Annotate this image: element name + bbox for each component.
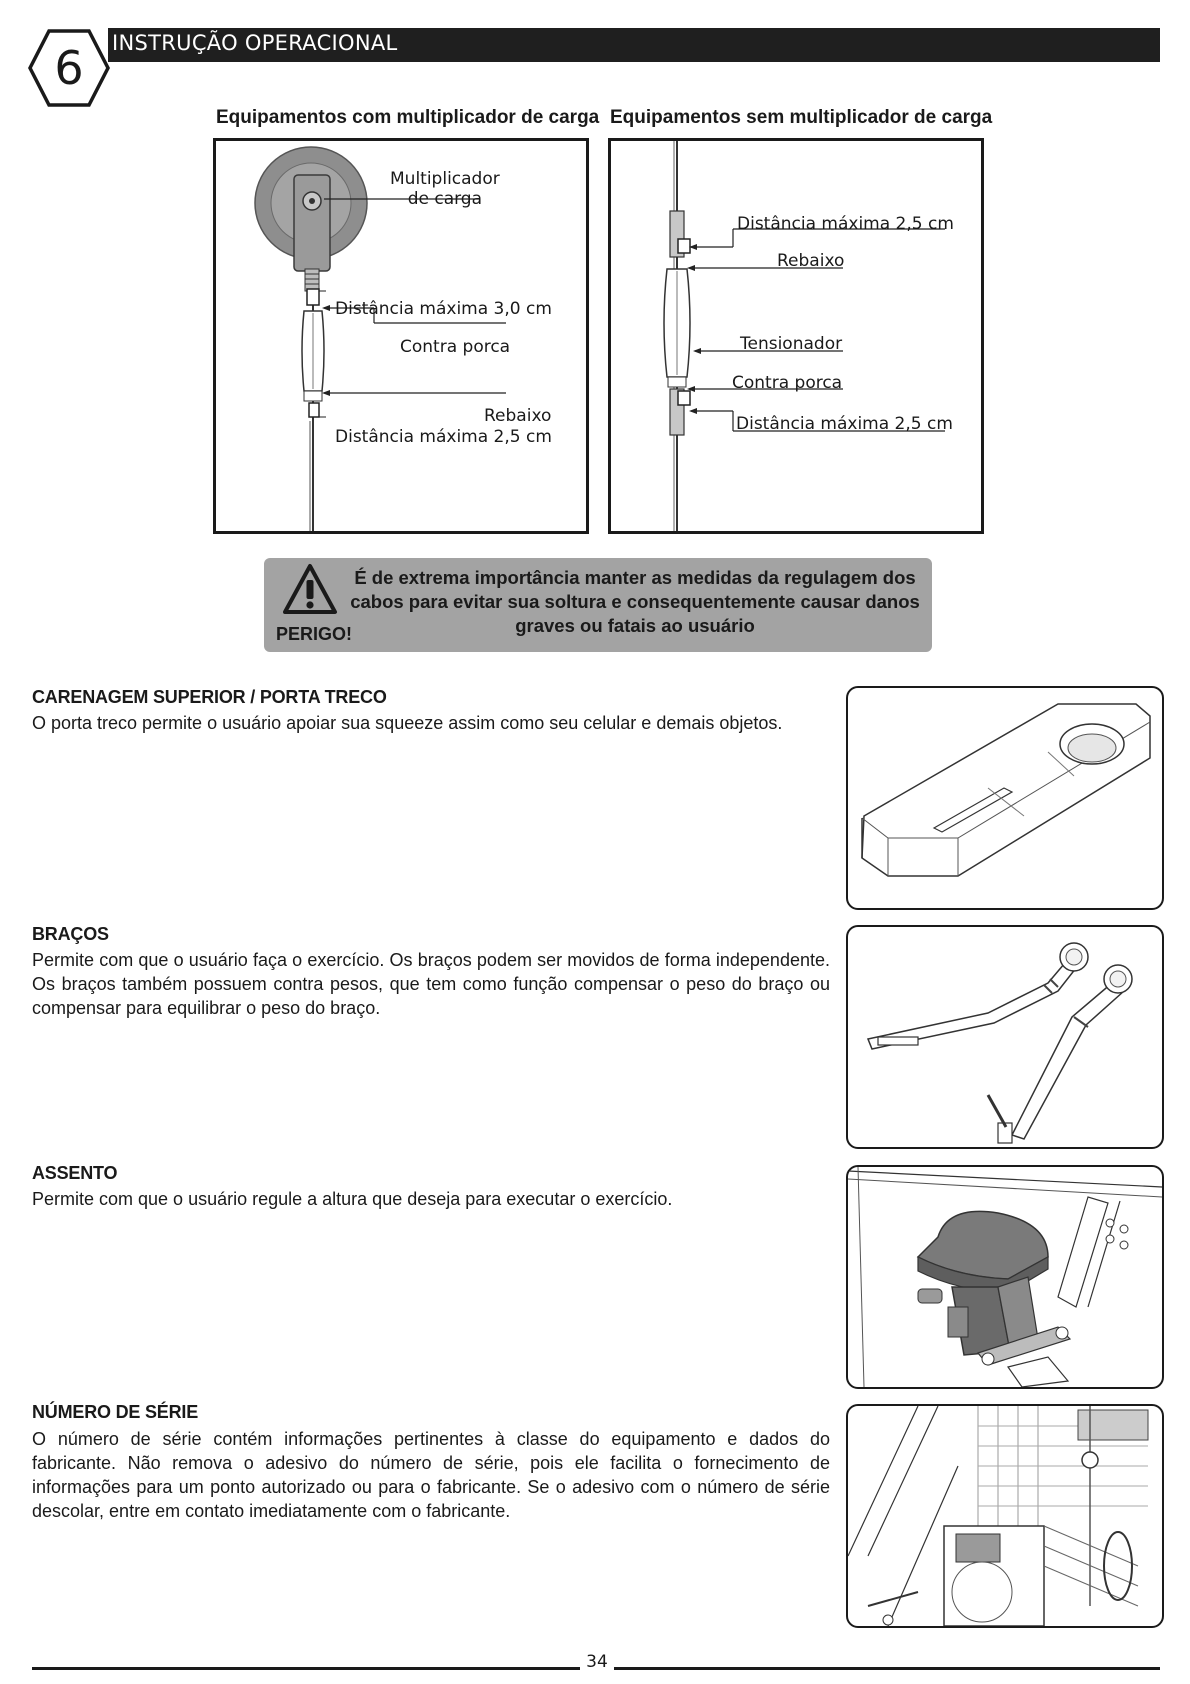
diagram-left-title: Equipamentos com multiplicador de carga [216,107,600,128]
warning-triangle-icon [282,562,338,616]
footer-rule-right [614,1667,1160,1670]
label-recess-right: Rebaixo [777,251,845,271]
image-bracos [846,925,1164,1149]
page-number: 34 [586,1652,608,1672]
seat-drawing [848,1167,1162,1387]
section-title-assento: ASSENTO [32,1163,118,1183]
section-text-carenagem: O porta treco permite o usuário apoiar sua squeeze assim como seu celular e demais objetos. [32,713,783,733]
label-lock-nut: Contra porca [400,337,511,357]
warning-message: É de extrema importância manter as medidas da regulagem dos cabos para evitar sua soltura e consequentemente causar danos graves ou fatais ao usuário [350,567,920,636]
label-tensioner: Tensionador [740,334,843,354]
section-title-numero-serie: NÚMERO DE SÉRIE [32,1402,199,1422]
section-text-assento: Permite com que o usuário regule a altura que deseja para executar o exercício. [32,1189,673,1209]
image-numero-serie [846,1404,1164,1628]
section-title-carenagem: CARENAGEM SUPERIOR / PORTA TRECO [32,687,387,707]
label-multiplier-line2: de carga [407,189,483,209]
serial-number-drawing [848,1406,1162,1626]
image-assento [846,1165,1164,1389]
label-multiplier-line1: Multiplicador [390,169,500,189]
footer-rule-left [32,1667,580,1670]
arms-drawing [848,927,1162,1147]
diagram-left [213,138,589,534]
label-multiplier [390,169,500,209]
label-lock-nut-right: Contra porca [732,373,843,393]
image-porta-treco [846,686,1164,910]
diagram-right [608,138,984,534]
label-recess: Rebaixo [484,406,552,426]
section-title-bracos: BRAÇOS [32,924,109,944]
header-title: INSTRUÇÃO OPERACIONAL [112,31,398,55]
label-max-distance-bottom: Distância máxima 2,5 cm [736,414,953,434]
diagram-right-title: Equipamentos sem multiplicador de carga [610,107,993,128]
warning-label: PERIGO! [276,624,353,644]
section-text-numero-serie: O número de série contém informações pertinentes à classe do equipamento e dados do fabricante. Não remova o adesivo do número de série, pois ele facilita o fornecimento de informações para um ponto autorizado ou para o fabricante. Se o adesivo com o número de série descolar, entre em contato imediatamente com o fabricante. [32,1429,830,1521]
label-max-distance-top: Distância máxima 2,5 cm [737,214,954,234]
section-text-bracos: Permite com que o usuário faça o exercício. Os braços podem ser movidos de forma independente. Os braços também possuem contra pesos, que tem como função compensar o peso do braço ou compensar para equilibrar o peso do braço. [32,950,830,1018]
section-number: 6 [54,41,84,95]
label-max-distance-3: Distância máxima 3,0 cm [335,299,552,319]
label-max-distance-25: Distância máxima 2,5 cm [335,427,552,447]
porta-treco-drawing [848,688,1162,908]
